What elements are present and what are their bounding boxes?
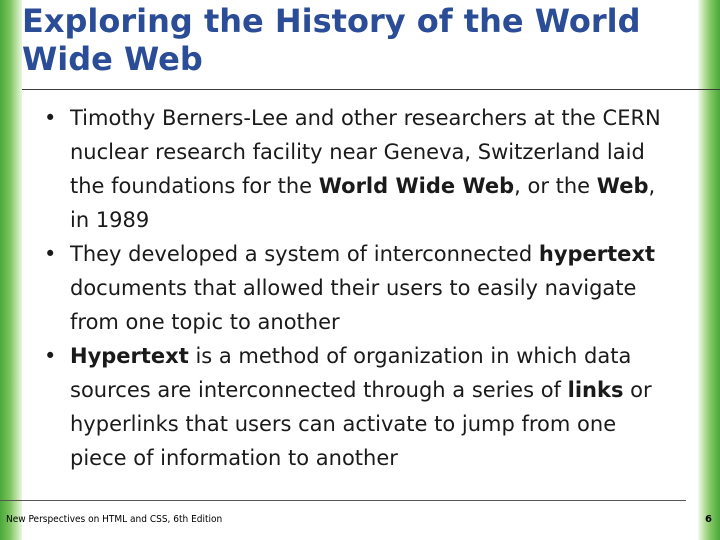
text-run: , in 1989 [70, 174, 656, 232]
bullet-icon: • [44, 106, 57, 130]
bullet-item [44, 101, 674, 237]
title-divider [22, 89, 720, 90]
bold-term: hypertext [538, 242, 656, 266]
bullet-icon: • [44, 344, 57, 368]
bullet-list [44, 101, 674, 475]
text-run: They developed a system of interconnected [70, 242, 539, 266]
bullet-item [44, 237, 674, 339]
bold-term: Web [596, 174, 649, 198]
bullet-item [44, 339, 674, 475]
footer-divider [0, 500, 686, 501]
right-decorative-bar [698, 0, 720, 540]
text-run: documents that allowed their users to easily navigate from one topic to another [70, 276, 637, 334]
text-run: or hyperlinks that users can activate to jump from one piece of information to another [70, 378, 652, 470]
text-run: Timothy Berners-Lee and other researchers at the CERN nuclear research facility near Geneva, Switzerland laid the foundations for the [70, 106, 661, 198]
left-decorative-bar [0, 0, 22, 540]
bullet-text [70, 344, 652, 470]
text-run: is a method of organization in which data sources are interconnected through a series of [70, 344, 632, 402]
page-number: 6 [705, 514, 712, 525]
bold-term: links [567, 378, 624, 402]
footer-source: New Perspectives on HTML and CSS, 6th Edition [6, 514, 223, 525]
slide-title: Exploring the History of the World Wide Web [22, 2, 641, 78]
bold-term: Hypertext [70, 344, 189, 368]
bold-term: World Wide Web [318, 174, 515, 198]
text-run: , or the [514, 174, 597, 198]
bullet-icon: • [44, 242, 57, 266]
bullet-text [70, 106, 661, 232]
bullet-text [70, 242, 655, 334]
